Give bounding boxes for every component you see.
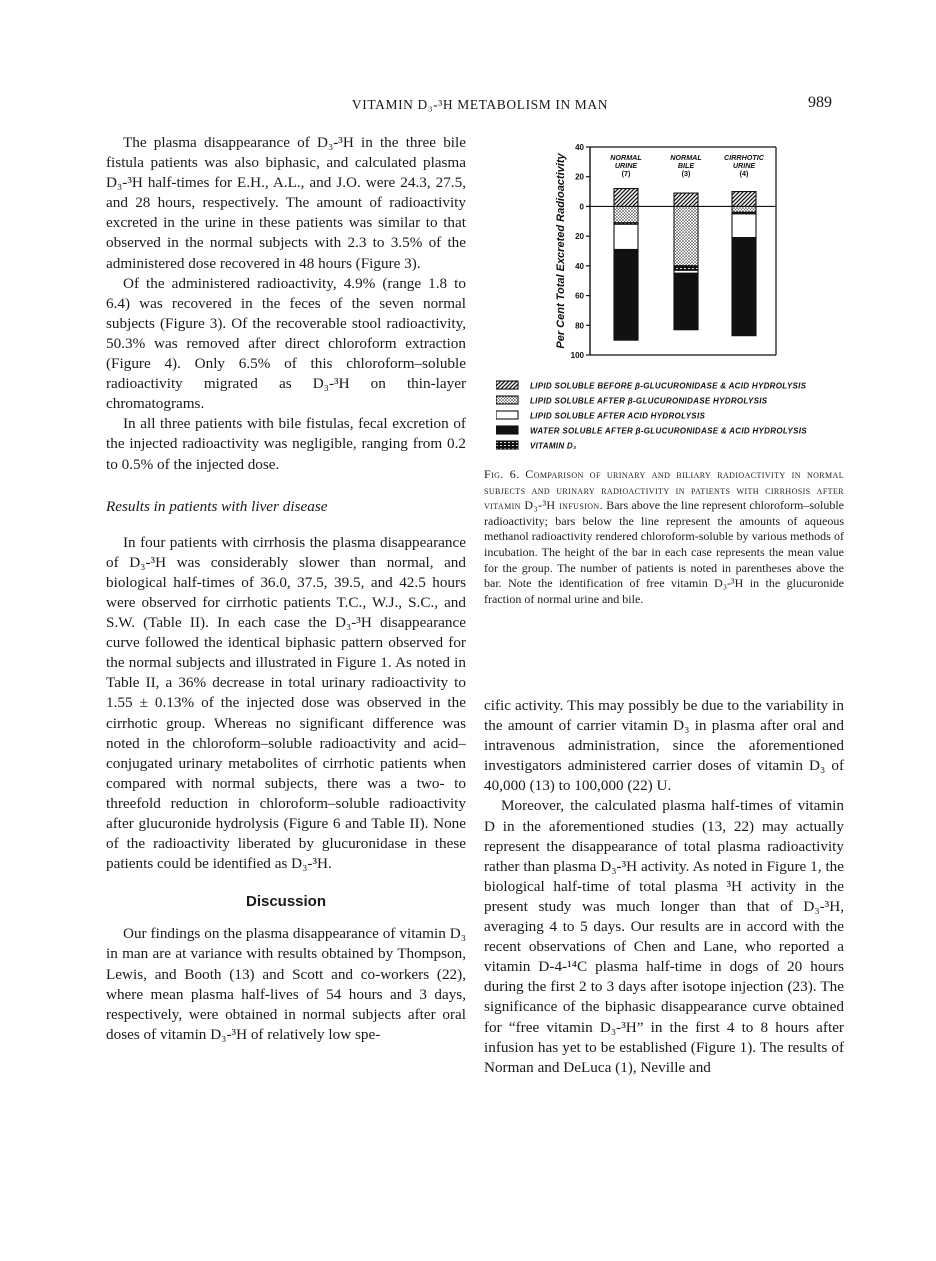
figure-caption bbox=[484, 467, 844, 607]
y-axis-label: Per Cent Total Excreted Radioactivity bbox=[555, 153, 567, 349]
legend-swatch bbox=[496, 411, 518, 419]
bar-segment bbox=[732, 214, 756, 238]
category-label: CIRRHOTIC bbox=[724, 153, 764, 162]
legend-label: LIPID SOLUBLE AFTER β-GLUCURONIDASE HYDROLYSIS bbox=[530, 396, 768, 406]
subheading: Results in patients with liver disease bbox=[106, 497, 328, 515]
bar-segment bbox=[614, 250, 638, 341]
paragraph: cific activity. This may possibly be due to the variability in the amount of carrier vitamin D₃ in plasma after oral and intravenous administration, since the aforementioned investigators administered carrier doses of vitamin D₃ of 40,000 (13) to 100,000 (22) U. bbox=[484, 697, 844, 795]
category-label: BILE bbox=[677, 161, 695, 170]
y-tick-label: 60 bbox=[575, 291, 584, 301]
legend-swatch bbox=[496, 381, 518, 389]
paragraph: Of the administered radioactivity, 4.9% (range 1.8 to 6.4) was recovered in the feces of the seven normal subjects (Figure 3). Of the recoverable stool radioactivity, 50.3% was removed after direct chloroform extraction (Figure 4). Only 6.5% of this chloroform–soluble radioactivity migrated as D₃-³H on thin-layer chromatograms. bbox=[106, 274, 466, 413]
y-tick-label: 40 bbox=[575, 143, 584, 152]
category-label: NORMAL bbox=[670, 153, 702, 162]
y-tick-label: 20 bbox=[575, 172, 584, 182]
category-count: (4) bbox=[739, 169, 749, 178]
y-tick-label: 0 bbox=[579, 202, 584, 212]
running-header: VITAMIN D₃-³H METABOLISM IN MAN bbox=[351, 97, 609, 112]
paragraph: Moreover, the calculated plasma half-times of vitamin D in the aforementioned studies (13, 22) may actually represent the disappearance of total plasma radioactivity rather than plasma D₃-³H activity. As noted in Figure 1, the biological half-time of total plasma ³H activity in the present study was much longer than that of D₃-³H, averaging 4 to 5 days. Our results are in accord with the recent observations of Chen and Lane, who reported a vitamin D-4-¹⁴C plasma half-time in dogs of 20 hours during the first 2 to 3 days after isotope injection (23). The significance of the biphasic disappearance curve obtained for “free vitamin D₃-³H” in the first 4 to 8 hours after infusion has yet to be established (Figure 1). The results of Norman and DeLuca (1), Neville and bbox=[484, 797, 844, 1076]
y-tick-label: 20 bbox=[575, 232, 584, 242]
bar-segment bbox=[674, 266, 698, 270]
caption-body: Bars above the line represent chloroform–soluble radioactivity; bars below the line represent the amounts of aqueous methanol radioactivity rendered chloroform-soluble by various methods of incubation. The height of the bar in each case represents the mean value for the group. The number of patients is noted in parentheses above the bar. Note the identification of free vitamin D₃-³H in the glucuronide fraction of normal urine and bile. bbox=[484, 498, 844, 606]
legend-swatch bbox=[496, 426, 518, 434]
category-count: (3) bbox=[681, 169, 691, 178]
category-label: NORMAL bbox=[610, 153, 642, 162]
paragraph: Our findings on the plasma disappearance of vitamin D₃ in man are at variance with results obtained by Thompson, Lewis, and Booth (13) and Scott and co-workers (22), where mean plasma half-lives of 54 hours and 3 days, respectively, were obtained in normal subjects after oral doses of vitamin D₃-³H of relatively low spe- bbox=[106, 925, 466, 1043]
y-tick-label: 80 bbox=[575, 321, 584, 331]
y-tick-label: 40 bbox=[575, 261, 584, 271]
legend-label: VITAMIN D₃ bbox=[530, 441, 577, 451]
bar-segment bbox=[674, 273, 698, 329]
caption-title: Comparison of urinary and biliary radioactivity in normal subjects and urinary radioactivity in patients with cirrhosis after vitamin D₃-³H infusion. bbox=[484, 467, 845, 513]
legend-swatch bbox=[496, 441, 518, 449]
right-column bbox=[484, 696, 844, 1078]
paragraph: In all three patients with bile fistulas, fecal excretion of the injected radioactivity was negligible, ranging from 0.2 to 0.5% of the injected dose. bbox=[106, 415, 466, 473]
bar-segment bbox=[732, 192, 756, 207]
bar-segment bbox=[614, 206, 638, 222]
caption-label: Fig. 6. bbox=[484, 467, 520, 481]
bar-segment bbox=[614, 224, 638, 249]
category-label: URINE bbox=[732, 161, 756, 170]
legend-label: LIPID SOLUBLE BEFORE β-GLUCURONIDASE & ACID HYDROLYSIS bbox=[530, 381, 807, 391]
paragraph: The plasma disappearance of D₃-³H in the three bile fistula patients was also biphasic, and calculated plasma D₃-³H half-times for E.H., A.L., and J.O. were 24.3, 27.5, and 28 hours, respectively. The amount of radioactivity excreted in the urine in these patients was similar to that observed in the normal subjects with 2.3 to 3.5% of the administered dose recovered in 48 hours (Figure 3). bbox=[106, 134, 466, 272]
y-tick-label: 100 bbox=[570, 351, 584, 360]
page-number: 989 bbox=[808, 94, 832, 111]
legend-label: WATER SOLUBLE AFTER β-GLUCURONIDASE & ACID HYDROLYSIS bbox=[530, 426, 807, 436]
left-column bbox=[106, 133, 466, 1045]
bar-segment bbox=[614, 189, 638, 207]
legend bbox=[496, 378, 844, 463]
section-heading: Discussion bbox=[245, 893, 327, 911]
legend-graphics bbox=[496, 378, 844, 458]
category-count: (7) bbox=[621, 169, 631, 178]
bar-segment bbox=[674, 206, 698, 265]
category-label: URINE bbox=[614, 161, 638, 170]
legend-label: LIPID SOLUBLE AFTER ACID HYDROLYSIS bbox=[530, 411, 706, 421]
legend-swatch bbox=[496, 396, 518, 404]
bar-segment bbox=[732, 206, 756, 212]
paragraph: In four patients with cirrhosis the plasma disappearance of D₃-³H was considerably slower than normal, and biological half-times of 36.0, 37.5, 39.5, and 42.5 hours were observed for cirrhotic patients T.C., W.J., S.C., and S.W. (Table II). In each case the D₃-³H disappearance curve followed the identical biphasic pattern observed for the normal subjects and illustrated in Figure 1. As noted in Table II, a 36% decrease in total urinary radioactivity to 1.55 ± 0.13% of the injected dose was observed in the cirrhotic group. Whereas no significant difference was noted in the chloroform–soluble radioactivity and acid–conjugated urinary metabolites of cirrhotic patients when compared with normal subjects, there was a two- to threefold reduction in chloroform–soluble radioactivity after glucuronide hydrolysis (Figure 6 and Table II). None of the radioactivity liberated by glucuronidase in these patients could be identified as D₃-³H. bbox=[106, 533, 466, 873]
bar-segment bbox=[674, 193, 698, 206]
bar-segment bbox=[732, 238, 756, 336]
